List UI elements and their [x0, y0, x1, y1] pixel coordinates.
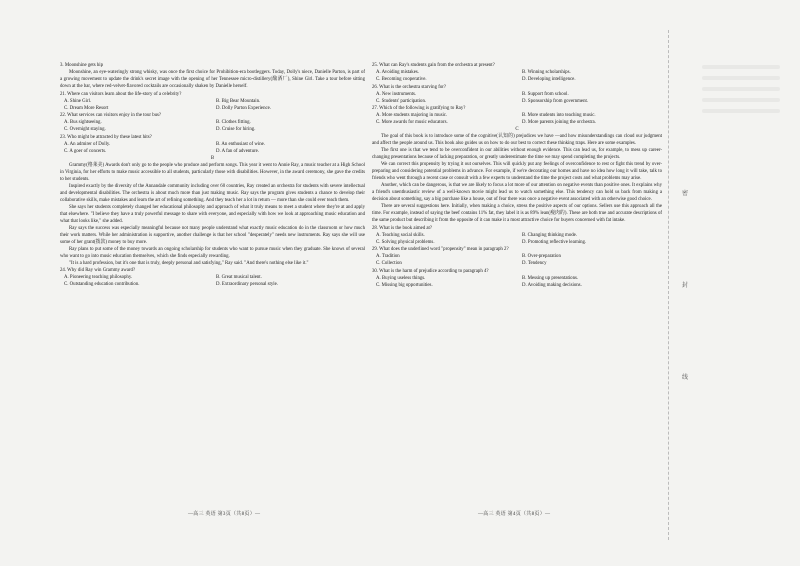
- option: B. Support from school.: [522, 91, 569, 97]
- faded-header-stamp: [702, 58, 780, 120]
- option: A. More students majoring in music.: [376, 113, 448, 118]
- option: C. Overnight staying.: [64, 127, 106, 132]
- options-23: [60, 141, 365, 155]
- option: C. A goer of concerts.: [64, 148, 107, 154]
- option: D. Promoting reflective learning.: [522, 239, 587, 245]
- question-26: 26. What is the orchestra starving for?: [372, 84, 447, 90]
- options-24: [60, 274, 365, 288]
- binding-mark-seal: 密: [682, 191, 689, 197]
- passage-b-paragraph: Inspired exactly by the diversity of the Annandale community including over 60 countries, Ray created an orchestra for students with severe intellectual and developmental disabilities. The orchestra is about much more than just making music. Ray says the program gives students a chance to develop their collaborative skills, make mistakes and learn the art of refining something. And they teach her a lot in return — more than she could ever teach them.: [60, 183, 365, 203]
- passage-a-text: Moonshine, an eye-wateringly strong whisky, was once the first choice for Prohibition-era bootleggers. Today, Dolly's niece, Danielle Parton, is part of a growing movement to update the drink's secret image with the opening of her Tennessee micro-distillery(酿酒厂), Shine Girl. Take a tour before sitting down at the bar, where red-velvet-flavored cocktails are occasionally shaken by Danielle herself.: [60, 70, 365, 89]
- binding-mark-close: 封: [682, 283, 689, 289]
- option: D. A fan of adventure.: [216, 148, 260, 154]
- option: A. Pioneering teaching philosophy.: [64, 275, 133, 280]
- passage-b-label: B: [210, 155, 215, 161]
- option: D. Avoiding making decisions.: [522, 282, 582, 288]
- option: B. Great musical talent.: [216, 275, 262, 280]
- passage-c-paragraph: Another, which can be dangerous, is that we are likely to focus a lot more of our attention on negative events than positive ones. It explains why a friend's unenthusiastic review of a well-known movie might lead us to watch something else. This tendency can hold us back from making a decision about something, say a big purchase like a house, out of fear there was once a negative event associated with an otherwise good choice.: [372, 183, 662, 202]
- option: D. Sponsorship from government.: [522, 98, 589, 104]
- option: D. Dolly Parton Experience.: [216, 105, 272, 111]
- option: D. Developing intelligence.: [522, 77, 576, 82]
- binding-line: [668, 30, 670, 540]
- option: D. Extraordinary personal style.: [216, 282, 279, 287]
- binding-mark-line: 线: [682, 375, 689, 381]
- option: A. Buying useless things.: [376, 275, 426, 281]
- option: A. Tradition: [376, 254, 400, 259]
- question-21: 21. Where can visitors learn about the life-story of a celebrity?: [60, 91, 182, 97]
- passage-c-paragraph: We can correct this propensity by trying it out ourselves. This will quickly put any feelings of overconfidence to rest or fight this trend by over-preparing and considering potential problems in advance. For example, if we're decorating our homes and have no idea how long it will take, talk to friends who went through a recent case or consult with a few experts to understand the time the project costs and what problems may arise.: [372, 162, 662, 181]
- passage-b-paragraph: She says her students completely changed her educational philosophy and approach of what it truly means to meet a student where they're at and apply that elsewhere. "I believe they have a truly powerful message to share with everyone, and especially with how we look at approaching music education and what that looks like," she added.: [60, 204, 365, 224]
- option: C. Students' participation.: [376, 98, 427, 104]
- page-footer-4: —高三 英语 第4页（共8页）—: [478, 512, 551, 517]
- passage-a-title: 3. Moonshine gets hip: [60, 63, 104, 68]
- options-25: [372, 69, 662, 83]
- option: D. Cruise for hiring.: [216, 127, 256, 132]
- option: B. Messing up presentations.: [522, 275, 579, 281]
- question-22: 22. What services can visitors enjoy in the tour bus?: [60, 113, 162, 118]
- option: C. Missing big opportunities.: [376, 282, 433, 288]
- option: A. Bus sightseeing.: [64, 120, 102, 125]
- option: C. Dream More Resort: [64, 105, 109, 111]
- option: A. Teaching social skills.: [376, 232, 425, 238]
- option: C. Becoming cooperative.: [376, 77, 427, 82]
- passage-c-label: C: [515, 127, 519, 132]
- option: D. Tendency: [522, 261, 547, 266]
- question-27: 27. Which of the following is gratifying to Ray?: [372, 106, 466, 111]
- passage-c-paragraph: There are several suggestions here. Initially, when making a choice, stress the positive aspects of our options. Sellers use this approach all the time. For example, instead of saying the beef contains 11% fat, they label it is as 89% lean(瘦肉的). These are both true and accurate descriptions of the same product but describing it from the opposite of it can make it a most attractive choice for buyers concerned with fat intake.: [372, 204, 662, 223]
- option: C. More awards for music educators.: [376, 120, 448, 125]
- options-26: [372, 91, 662, 105]
- passage-c-paragraph: The goal of this book is to introduce some of the cognitive(认知的) prejudices we have —and how misunderstandings can cloud our judgment and affect the people around us. This book also guides us on how to do our best to correct these thinking traps. Here are some examples.: [372, 134, 662, 146]
- question-23: 23. Who might be attracted by these latest hits?: [60, 134, 152, 140]
- options-28: [372, 232, 662, 246]
- question-28: 28. What is the book aimed at?: [372, 225, 433, 231]
- page-footer-3: —高三 英语 第3页（共8页）—: [188, 512, 261, 517]
- option: B. Winning scholarships.: [522, 70, 571, 75]
- passage-b-paragraph: "It is a hard profession, but it's one that is truly, deeply personal and satisfying," Ray said. "And there's nothing else like it.": [69, 260, 309, 266]
- passage-b-paragraph: Grammy(格莱美) Awards don't only go to the people who produce and perform songs. This year it went to Annie Ray, a music teacher at a High School in Virginia, for her efforts to make music accessible to all students, particularly those with disabilities. However, in the award ceremony, she gave the credits to her students.: [60, 162, 365, 182]
- question-25: 25. What can Ray's students gain from the orchestra at present?: [372, 63, 495, 68]
- option: A. Avoiding mistakes.: [376, 70, 419, 75]
- option: A. New instruments.: [376, 91, 417, 97]
- option: B. Changing thinking mode.: [522, 232, 578, 238]
- options-21: [60, 98, 365, 112]
- passage-c-paragraph: The first one is that we tend to be overconfident in our abilities without enough evidence. This can lead us, for example, to mess up career-changing presentations because of lacking preparation, or greatly underestimate the time we may spend completing the projects.: [372, 148, 662, 160]
- option: C. Collection: [376, 261, 402, 266]
- option: B. Clothes fitting.: [216, 120, 251, 125]
- option: C. Outstanding education contribution.: [64, 282, 140, 287]
- option: B. More students into teaching music.: [522, 113, 596, 118]
- passage-b-paragraph: Ray plans to put some of the money towards an ongoing scholarship for students who want to pursue music when they graduate. She knows of several who want to go into music education themselves, which she finds especially rewarding.: [60, 246, 365, 259]
- right-column: [372, 62, 662, 289]
- question-24: 24. Why did Ray win Grammy award?: [60, 268, 136, 273]
- option: B. Over-preparation: [522, 254, 561, 259]
- left-column: [60, 62, 365, 288]
- options-30: [372, 275, 662, 289]
- option: A. An admirer of Dolly.: [64, 141, 111, 147]
- option: B. Big Bear Mountain.: [216, 98, 261, 104]
- passage-b-paragraph: Ray says the success was especially meaningful because not many people understand what exactly music education do in the classroom or how much their work matters. While her administration is supportive, another challenge is that her school "desperately" needs new instruments. Ray says she will use some of her grant(拨款) money to buy more.: [60, 225, 365, 245]
- options-29: [372, 253, 662, 267]
- option: C. Solving physical problems.: [376, 239, 435, 245]
- option: D. More parents joining the orchestra.: [522, 120, 596, 125]
- question-29: 29. What does the underlined word "propensity" mean in paragraph 2?: [372, 247, 509, 252]
- options-22: [60, 119, 365, 133]
- options-27: [372, 112, 662, 126]
- question-30: 30. What is the harm of prejudice according to paragraph 4?: [372, 268, 489, 274]
- option: A. Shine Girl.: [64, 98, 92, 104]
- option: B. An enthusiast of wine.: [216, 141, 265, 147]
